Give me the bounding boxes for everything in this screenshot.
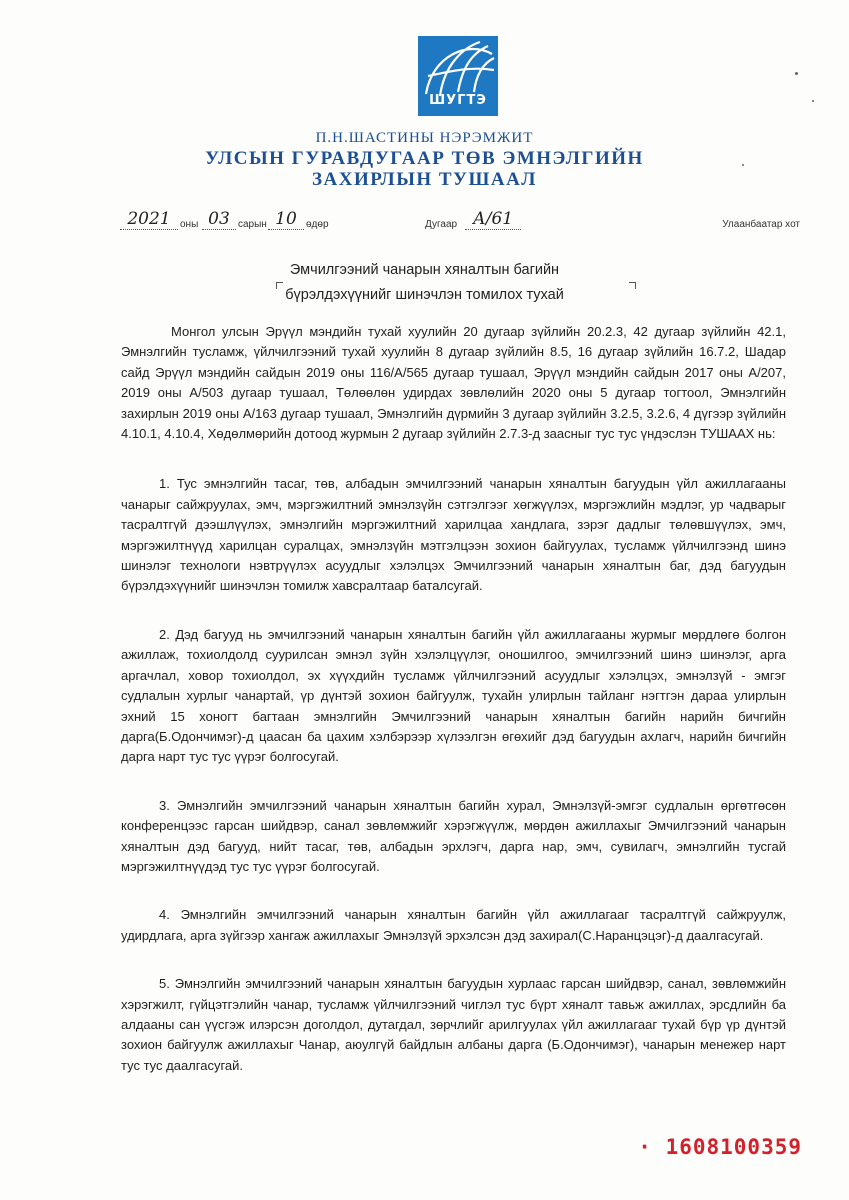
number-label: Дугаар bbox=[425, 219, 458, 230]
scan-speck bbox=[795, 72, 798, 75]
scan-speck bbox=[742, 164, 744, 166]
org-name-big: УЛСЫН ГУРАВДУГААР ТӨВ ЭМНЭЛГИЙН bbox=[205, 148, 644, 169]
date-year: 2021 bbox=[120, 209, 178, 230]
org-name-small: П.Н.ШАСТИНЫ НЭРЭМЖИТ bbox=[315, 130, 534, 146]
hospital-logo bbox=[418, 36, 498, 116]
subject-bracket-right bbox=[629, 282, 636, 289]
serial-number: · 1608100359 bbox=[638, 1135, 802, 1159]
date-month: 03 bbox=[202, 209, 236, 230]
clause-5: 5. Эмнэлгийн эмчилгээний чанарын хяналтын багуудын хурлаас гарсан шийдвэр, санал, зөвлөмжийн хэрэгжилт, гүйцэтгэлийн чанар, тусламж үйлчилгээний чиглэл тус бүрт хяналт тавьж ажиллах, эрсдлийн ба алдааны сан үүсгэж илэрсэн доголдол, дутагдал, зөрчлийг арилгуулах үйл ажиллагааг тухай бүр үр дүнтэй зохион байгуулж ажиллахыг Чанар, аюулгүй байдлын албаны дарга (Б.Одончимэг), чанарын менежер нарт тус тус даалгасугай. bbox=[121, 976, 786, 1073]
subject-bracket-left bbox=[276, 282, 283, 289]
logo-text: ШУГТЭ bbox=[429, 93, 487, 108]
clause-1: 1. Тус эмнэлгийн тасаг, төв, албадын эмчилгээний чанарын хяналтын багуудын үйл ажиллагааны чанарыг сайжруулах, эмч, мэргэжилтний эмнэлзүйн сэтгэлгээг хөгжүүлэх, мэргэжлийн мэдлэг, ур чадварыг тасралтгүй дээшлүүлэх, эмнэлгийн мэргэжилтний харилцаа хандлага, зэрэг дадлыг төлөвшүүлэх, эмч, мэргэжилтнүүд харилцан суралцах, эмнэлзүйн мэтгэлцээн зохион байгуулах, тусламж үйлчилгээнд шинэ шинэлэг технологи нэвтрүүлэх асуудлыг хэлэлцэх Эмчилгээний чанарын хяналтын баг, дэд багуудын бүрэлдэхүүнийг шинэчлэн томилж хавсралтаар баталсугай. bbox=[121, 476, 786, 594]
clause-3: 3. Эмнэлгийн эмчилгээний чанарын хяналтын багийн хурал, Эмнэлзүй-эмгэг судлалын өргөтгөсөн конференцээс гарсан шийдвэр, санал зөвлөмжийг хэрэгжүүлж, мөрдөн ажиллахыг Эмчилгээний чанарын хяналтын дэд багууд, нийт тасаг, төв, албадын эрхлэгч, дарга нар, эмч, сувилагч, эмнэлгийн тусгай мэргэжилтнүүдэд тус тус үүрэг болгосугай. bbox=[121, 797, 786, 874]
date-line bbox=[120, 209, 800, 238]
order-subject bbox=[0, 258, 849, 308]
subject-line-2: бүрэлдэхүүнийг шинэчлэн томилох тухай bbox=[285, 287, 564, 303]
order-body bbox=[121, 322, 786, 1104]
order-title: ЗАХИРЛЫН ТУШААЛ bbox=[312, 169, 537, 190]
clause-2: 2. Дэд багууд нь эмчилгээний чанарын хяналтын багийн үйл ажиллагааны журмыг мөрдлөгө болгон ажиллаж, тохиолдолд суурилсан эмнэл зүйн хэлэлцүүлэг, оношилгоо, эмчилгээний шинэ шинэлэг, арга аргачлал, ховор тохиолдол, эх хүүхдийн тусламж үйлчилгээний асуудлыг хэлэлцэх, эмнэлзүй - эмгэг судлалын хурлыг чанартай, үр дүнтэй зохион байгуулж, тухайн улирлын тайланг нэгтгэн дараа улирлын эхний 15 хоногт багтаан эмнэлгийн Эмчилгээний чанарын хяналтын багийн нарийн бичгийн дарга(Б.Одончимэг)-д цаасан ба цахим хэлбэрээр хүлээлгэн өгөхийг дэд багуудын ахлагч, нарийн бичгийн дарга нарт тус тус үүрэг болгосугай. bbox=[121, 626, 786, 765]
date-day-label: өдөр bbox=[306, 219, 329, 230]
scan-speck bbox=[812, 100, 814, 102]
order-number: А/61 bbox=[465, 209, 521, 230]
subject-line-1: Эмчилгээний чанарын хяналтын багийн bbox=[289, 262, 560, 278]
clause-4: 4. Эмнэлгийн эмчилгээний чанарын хяналтын багийн үйл ажиллагааг тасралтгүй сайжруулж, удирдлага, арга зүйгээр хангаж ажиллахыг Эмнэлзүй эрхэлсэн дэд захирал(С.Наранцэцэг)-д даалгасугай. bbox=[121, 907, 786, 943]
date-month-label: сарын bbox=[238, 219, 267, 230]
date-day: 10 bbox=[268, 209, 304, 230]
date-year-label: оны bbox=[180, 219, 199, 230]
preamble-paragraph: Монгол улсын Эрүүл мэндийн тухай хуулийн 20 дугаар зүйлийн 20.2.3, 42 дугаар зүйлийн 42.1, Эмнэлгийн тусламж, үйлчилгээний тухай хуулийн 8 дугаар зүйлийн 8.5, 16 дугаар зүйлийн 16.7.2, Шадар сайд Эрүүл мэндийн сайдын 2019 оны 116/А/565 дугаар тушаал, Эрүүл мэндийн сайдын 2017 оны А/207, 2019 оны А/503 дугаар тушаал, Төлөөлөн удирдах зөвлөлийн 2020 оны 5 дугаар тогтоол, Эмнэлгийн захирлын 2019 оны А/163 дугаар тушаал, Эмнэлгийн дүрмийн 3 дугаар зүйлийн 3.2.5, 3.2.6, 4 дүгээр зүйлийн 4.10.1, 4.10.4, Хөдөлмөрийн дотоод журмын 2 дугаар зүйлийн 2.7.3-д заасныг тус тус үндэслэн ТУШААХ нь: bbox=[121, 324, 786, 442]
city-label: Улаанбаатар хот bbox=[722, 219, 800, 230]
